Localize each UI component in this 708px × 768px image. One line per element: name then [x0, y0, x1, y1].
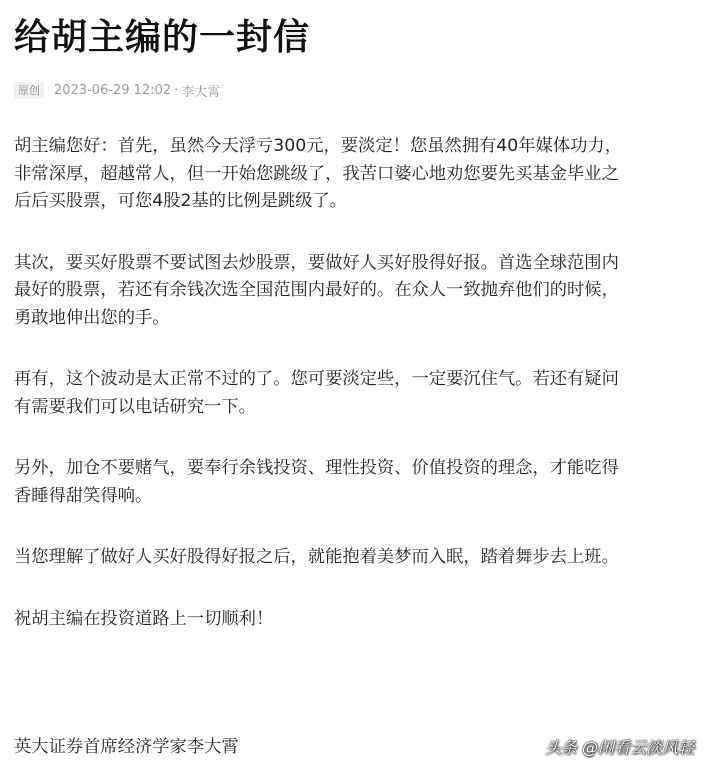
original-badge: 原创	[14, 82, 44, 99]
article-meta	[14, 80, 220, 100]
paragraph	[14, 366, 698, 421]
paragraph-line: 胡主编您好：首先，虽然今天浮亏300元，要淡定！您虽然拥有40年媒体功力，	[14, 136, 622, 156]
meta-separator: ·	[174, 82, 179, 98]
paragraph	[14, 606, 698, 634]
paragraph-line: 后后买股票，可您4股2基的比例是跳级了。	[14, 191, 348, 211]
paragraph-line: 勇敢地伸出您的手。	[14, 307, 170, 328]
article-title: 给胡主编的一封信	[14, 17, 311, 58]
paragraph	[14, 133, 698, 216]
paragraph	[14, 250, 698, 333]
paragraph-line: 另外，加仓不要赌气，要奉行余钱投资、理性投资、价值投资的理念，才能吃得	[14, 458, 619, 478]
signature: 英大证券首席经济学家李大霄	[14, 737, 239, 757]
paragraph	[14, 544, 698, 572]
paragraph	[14, 455, 698, 510]
paragraph-line: 再有，这个波动是太正常不过的了。您可要淡定些，一定要沉住气。若还有疑问	[14, 369, 619, 389]
publish-datetime: 2023-06-29 12:02	[54, 82, 172, 98]
paragraph-line: 有需要我们可以电话研究一下。	[14, 396, 256, 417]
author-name[interactable]: 李大霄	[181, 84, 221, 100]
paragraph-line: 非常深厚，超越常人，但一开始您跳级了，我苦口婆心地劝您要先买基金毕业之	[14, 163, 619, 184]
paragraph-line: 最好的股票，若还有余钱次选全国范围内最好的。在众人一致抛弃他们的时候，	[14, 280, 619, 300]
paragraph-line: 香睡得甜笑得响。	[14, 485, 153, 506]
paragraph-line: 当您理解了做好人买好股得好报之后，就能抱着美梦而入眠，踏着舞步去上班。	[14, 547, 619, 567]
watermark: 头条 @闲看云淡风轻	[544, 738, 694, 757]
paragraph-line: 祝胡主编在投资道路上一切顺利！	[14, 608, 274, 629]
paragraph-line: 其次，要买好股票不要试图去炒股票，要做好人买好股得好报。首选全球范围内	[14, 252, 619, 273]
article-body	[14, 133, 698, 667]
